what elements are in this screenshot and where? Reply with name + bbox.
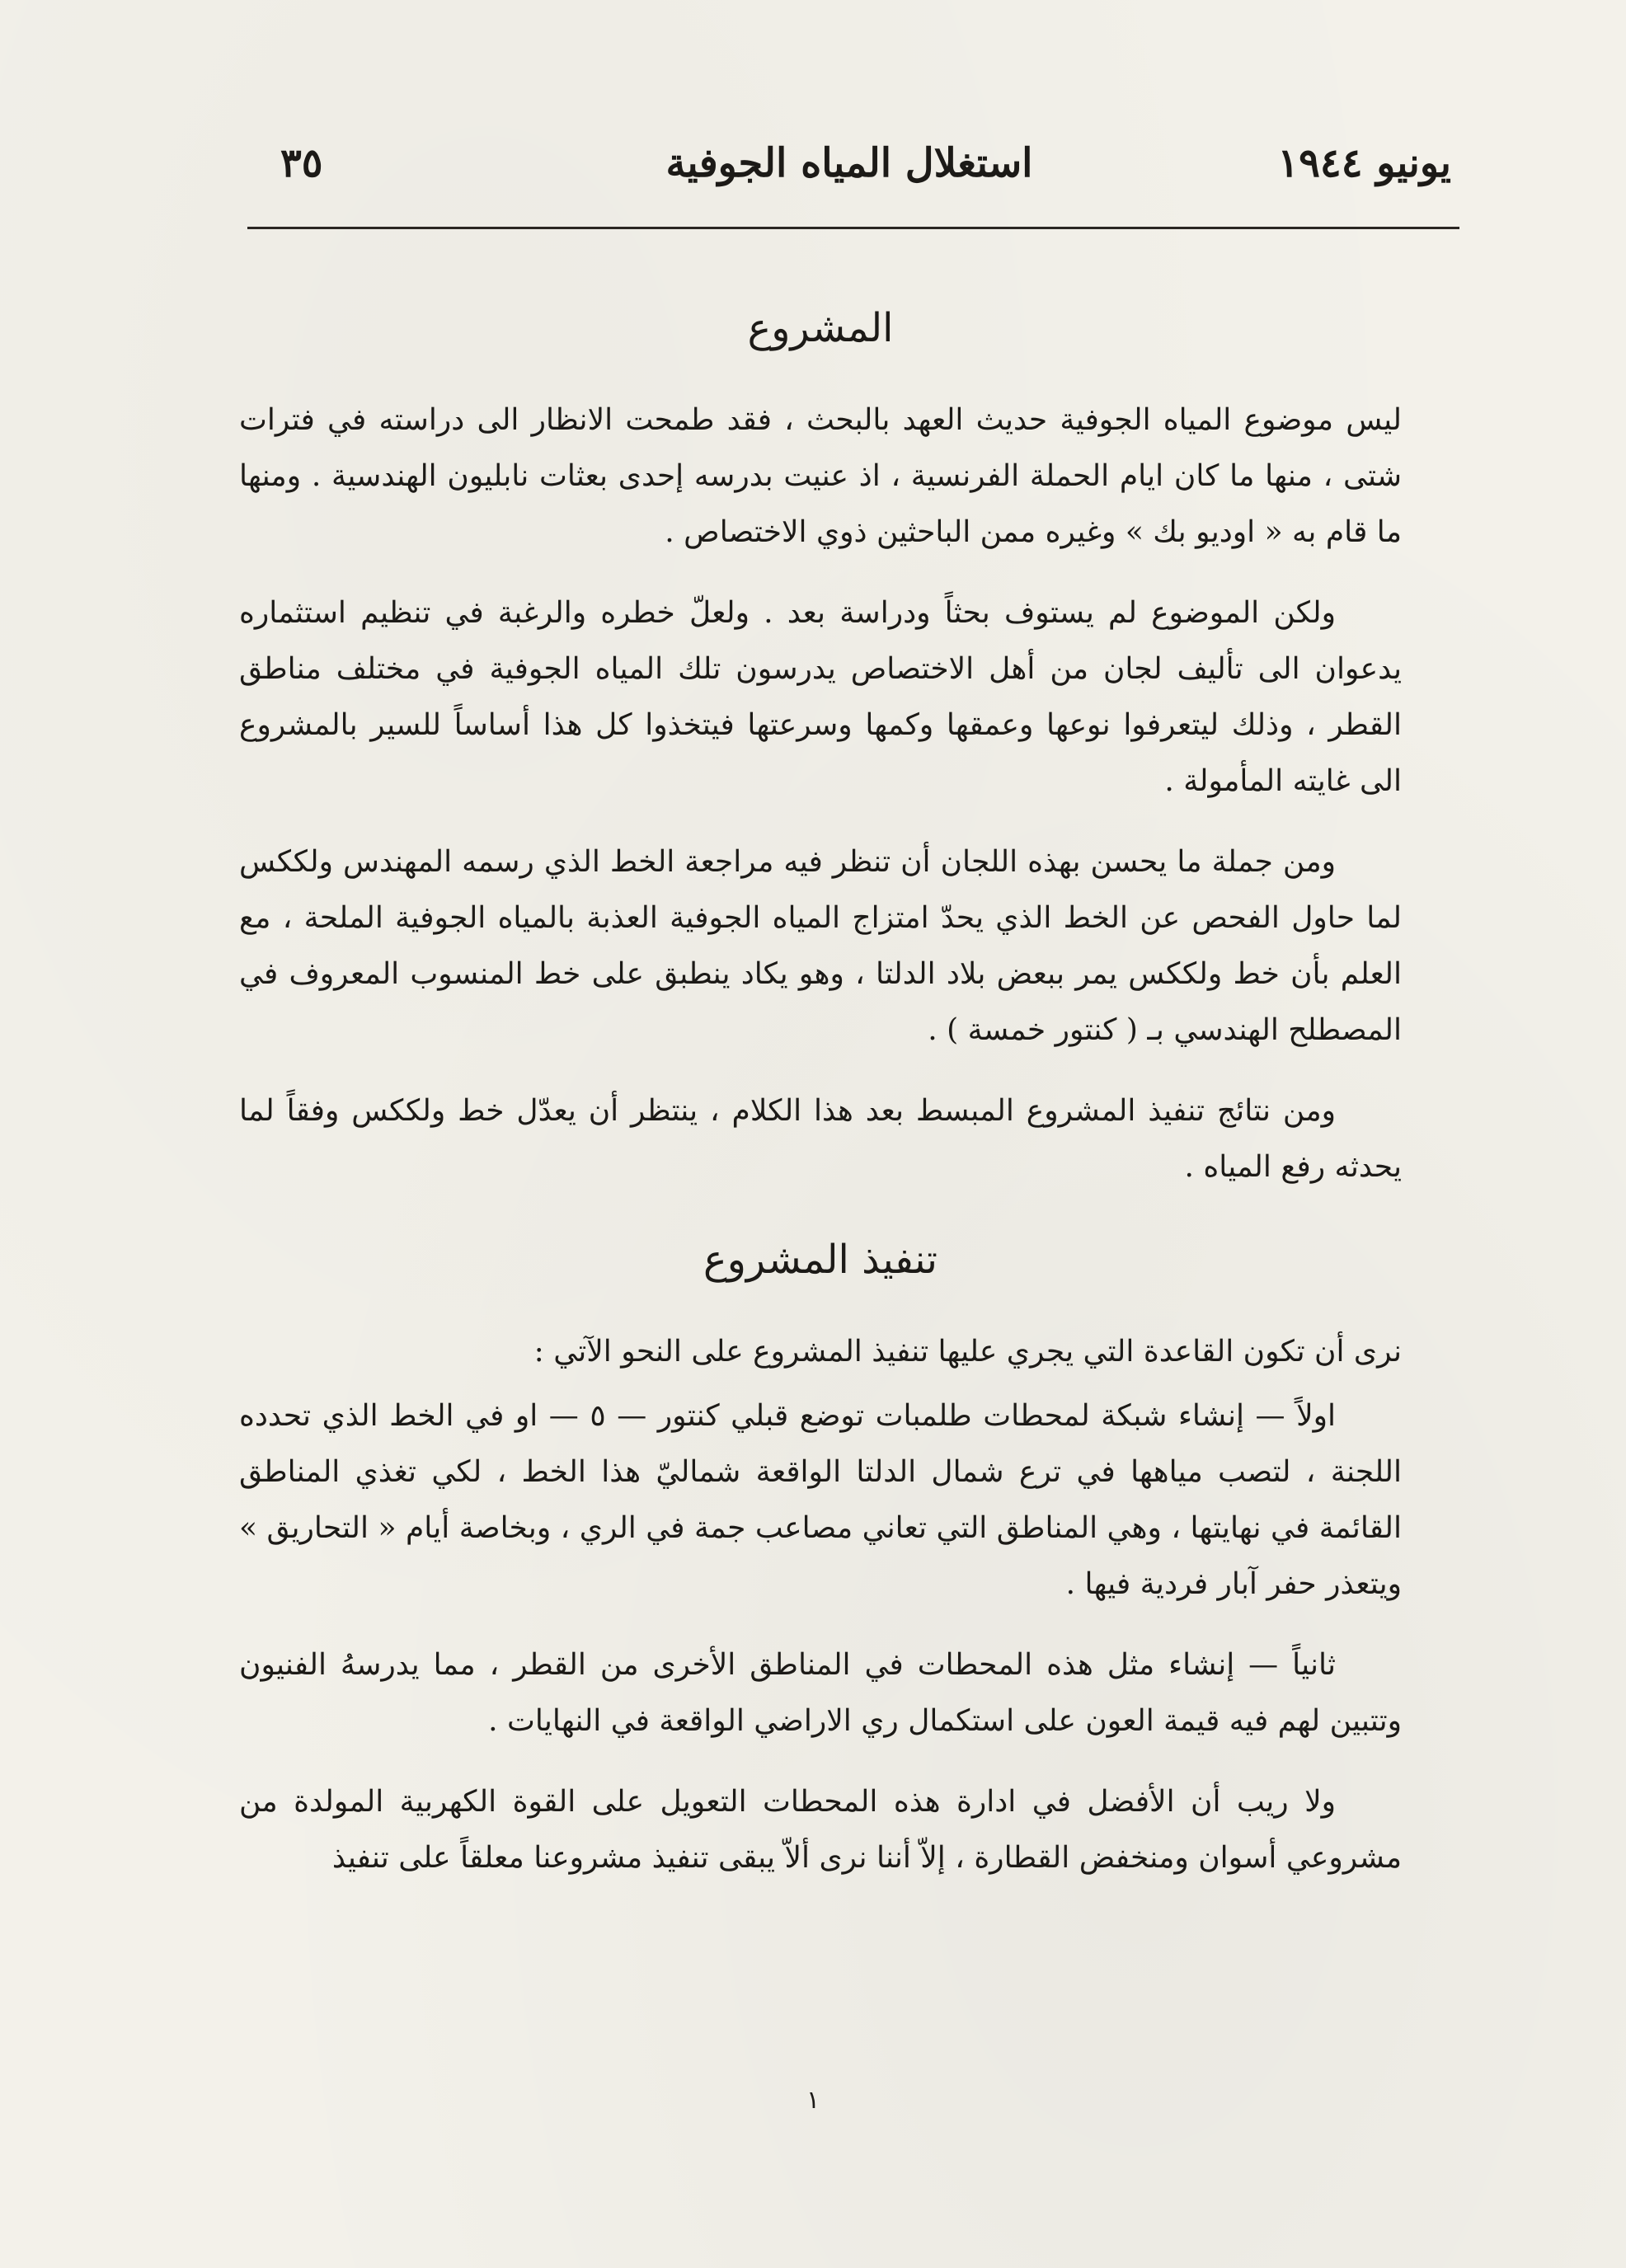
paragraph: ثانياً — إنشاء مثل هذه المحطات في المناطق الأخرى من القطر ، مما يدرسهُ الفنيون وتتبين لهم فيه قيمة العون على استكمال ري الاراضي الواقعة في النهايات .: [239, 1648, 1402, 1738]
section-title-execution: تنفيذ المشروع: [703, 1237, 938, 1283]
paragraph: ولكن الموضوع لم يستوف بحثاً ودراسة بعد . ولعلّ خطره والرغبة في تنظيم استثماره يدعوان الى تأليف لجان من أهل الاختصاص يدرسون تلك المياه الجوفية في مختلف مناطق القطر ، وذلك ليتعرفوا نوعها وعمقها وكمها وسرعتها فيتخذوا كل هذا أساساً للسير بالمشروع الى غايته المأمولة .: [239, 596, 1402, 798]
paragraph: ومن نتائج تنفيذ المشروع المبسط بعد هذا الكلام ، ينتظر أن يعدّل خط ولككس وفقاً لما يحدثه رفع المياه .: [239, 1094, 1402, 1184]
section-title-project: المشروع: [747, 305, 894, 351]
paragraph: ليس موضوع المياه الجوفية حديث العهد بالبحث ، فقد طمحت الانظار الى دراسته في فترات شتى ، منها ما كان ايام الحملة الفرنسية ، اذ عنيت بدرسه إحدى بعثات نابليون الهندسية . ومنها ما قام به « اوديو بك » وغيره ممن الباحثين ذوي الاختصاص .: [239, 403, 1402, 549]
signature-mark: ١: [806, 2086, 820, 2115]
header-title: استغلال المياه الجوفية: [665, 140, 1033, 186]
header-date: يونيو ١٩٤٤: [1277, 140, 1451, 186]
header-page-number: ٣٥: [280, 140, 323, 186]
paragraph: ومن جملة ما يحسن بهذه اللجان أن تنظر فيه مراجعة الخط الذي رسمه المهندس ولككس لما حاول الفحص عن الخط الذي يحدّ امتزاج المياه الجوفية العذبة بالمياه الجوفية الملحة ، مع العلم بأن خط ولككس يمر ببعض بلاد الدلتا ، وهو يكاد ينطبق على خط المنسوب المعروف في المصطلح الهندسي بـ ( كنتور خمسة ) .: [239, 845, 1402, 1047]
header-rule: [247, 227, 1459, 229]
paragraph: ولا ريب أن الأفضل في ادارة هذه المحطات التعويل على القوة الكهربية المولدة من مشروعي أسوان ومنخفض القطارة ، إلاّ أننا نرى ألاّ يبقى تنفيذ مشروعنا معلقاً على تنفيذ: [239, 1785, 1402, 1875]
paragraph: نرى أن تكون القاعدة التي يجري عليها تنفيذ المشروع على النحو الآتي :: [533, 1335, 1402, 1369]
running-header: [247, 140, 1451, 214]
paragraph: اولاً — إنشاء شبكة لمحطات طلمبات توضع قبلي كنتور — ٥ — او في الخط الذي تحدده اللجنة ، لتصب مياهها في ترع شمال الدلتا الواقعة شماليّ هذا الخط ، لكي تغذي المناطق القائمة في نهايتها ، وهي المناطق التي تعاني مصاعب جمة في الري ، وبخاصة أيام « التحاريق » ويتعذر حفر آبار فردية فيها .: [239, 1399, 1403, 1601]
page-body: [239, 272, 1402, 1911]
